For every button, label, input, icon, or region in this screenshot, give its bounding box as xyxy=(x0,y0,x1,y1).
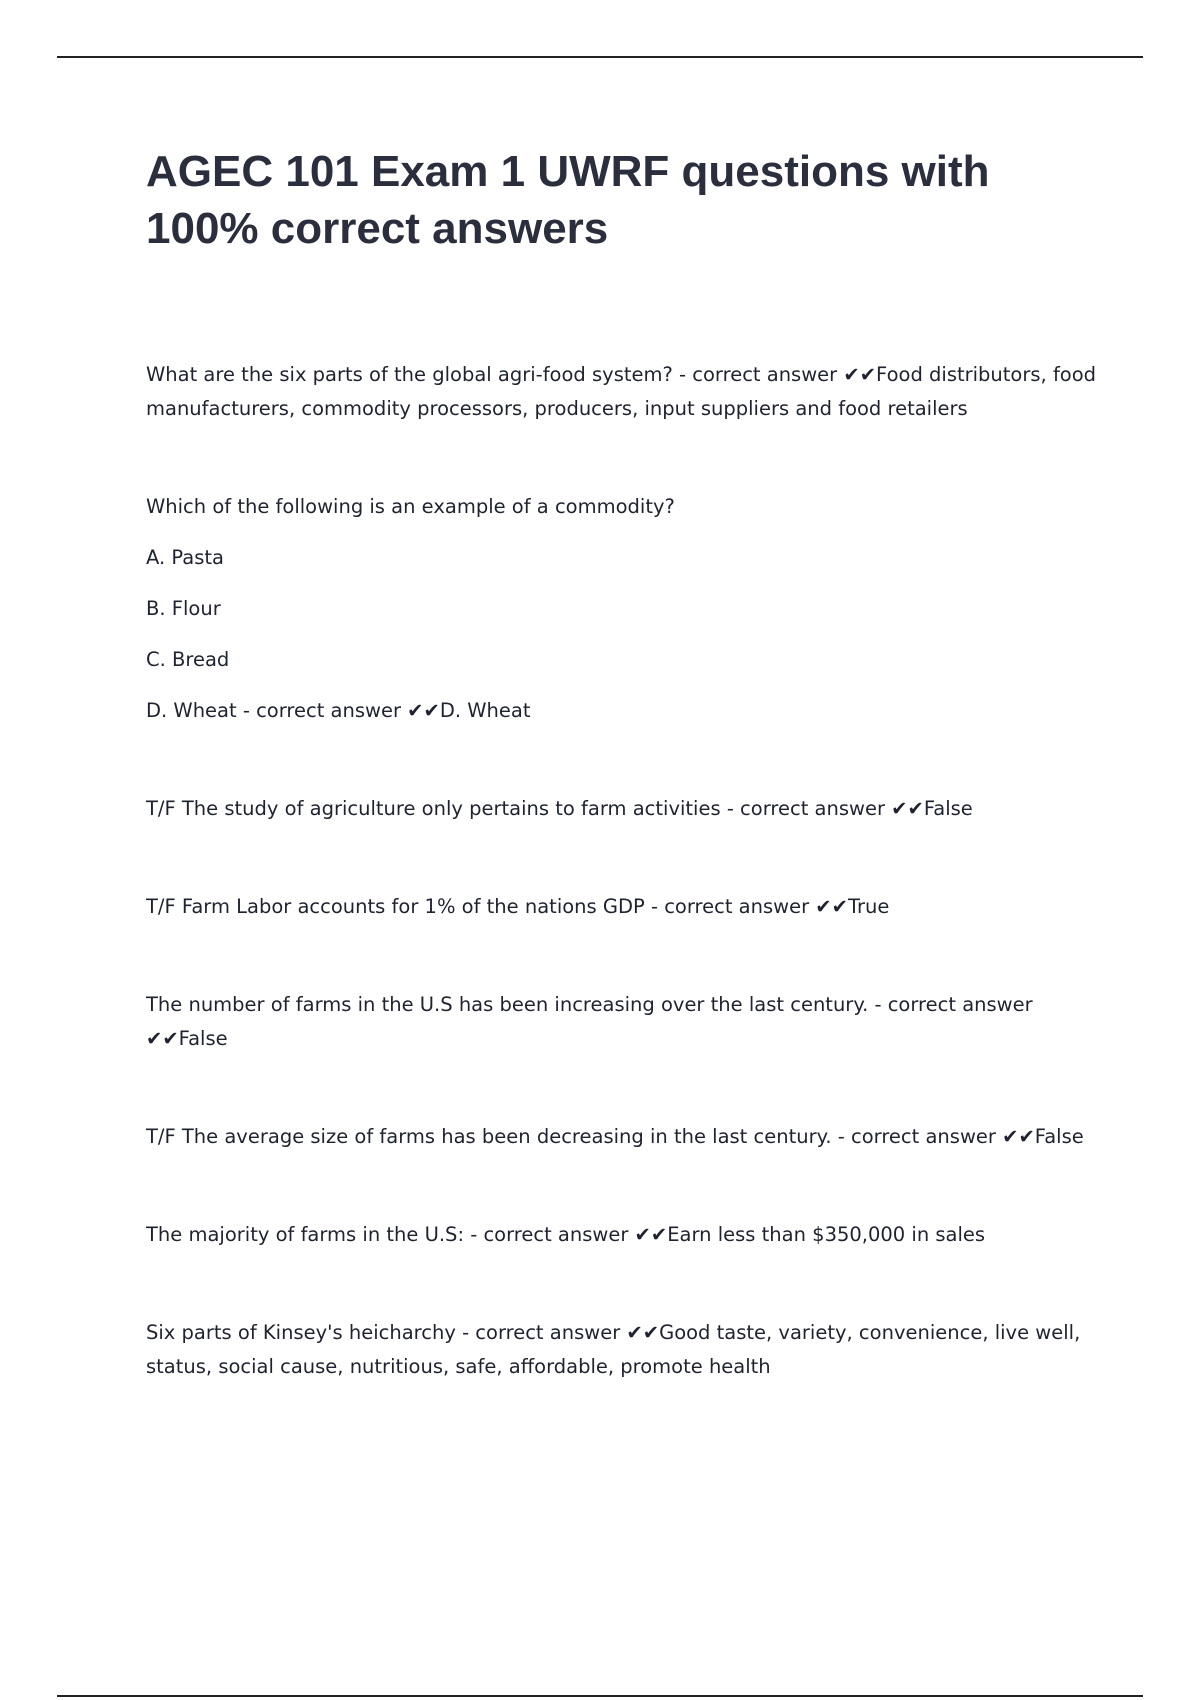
qa-option-c: C. Bread xyxy=(146,648,230,671)
bottom-divider xyxy=(57,1695,1143,1697)
qa-text: Six parts of Kinsey's heicharchy - correct answer ✔✔Good taste, variety, convenience, live well, status, social cause, nutritious, safe, affordable, promote health xyxy=(146,1321,1081,1378)
qa-item-3 xyxy=(146,792,1101,826)
qa-text: The majority of farms in the U.S: - correct answer ✔✔Earn less than $350,000 in sales xyxy=(146,1223,986,1246)
qa-list xyxy=(146,358,1101,1448)
qa-item-1 xyxy=(146,358,1101,426)
qa-text: T/F Farm Labor accounts for 1% of the nations GDP - correct answer ✔✔True xyxy=(146,895,890,918)
qa-item-8 xyxy=(146,1316,1101,1384)
document-title: AGEC 101 Exam 1 UWRF questions with 100% correct answers xyxy=(146,147,990,253)
qa-text: What are the six parts of the global agri-food system? - correct answer ✔✔Food distributors, food manufacturers, commodity processors, producers, input suppliers and food retailers xyxy=(146,363,1097,420)
qa-item-2 xyxy=(146,490,1101,728)
qa-text: The number of farms in the U.S has been increasing over the last century. - correct answer ✔✔False xyxy=(146,993,1033,1050)
qa-question: Which of the following is an example of a commodity? xyxy=(146,495,675,518)
qa-option-d: D. Wheat - correct answer ✔✔D. Wheat xyxy=(146,699,531,722)
qa-item-7 xyxy=(146,1218,1101,1252)
qa-item-6 xyxy=(146,1120,1101,1154)
qa-option-a: A. Pasta xyxy=(146,546,224,569)
qa-text: T/F The study of agriculture only pertains to farm activities - correct answer ✔✔False xyxy=(146,797,973,820)
qa-option-b: B. Flour xyxy=(146,597,221,620)
top-divider xyxy=(57,56,1143,58)
qa-item-5 xyxy=(146,988,1101,1056)
qa-item-4 xyxy=(146,890,1101,924)
qa-text: T/F The average size of farms has been decreasing in the last century. - correct answer ✔✔False xyxy=(146,1125,1084,1148)
